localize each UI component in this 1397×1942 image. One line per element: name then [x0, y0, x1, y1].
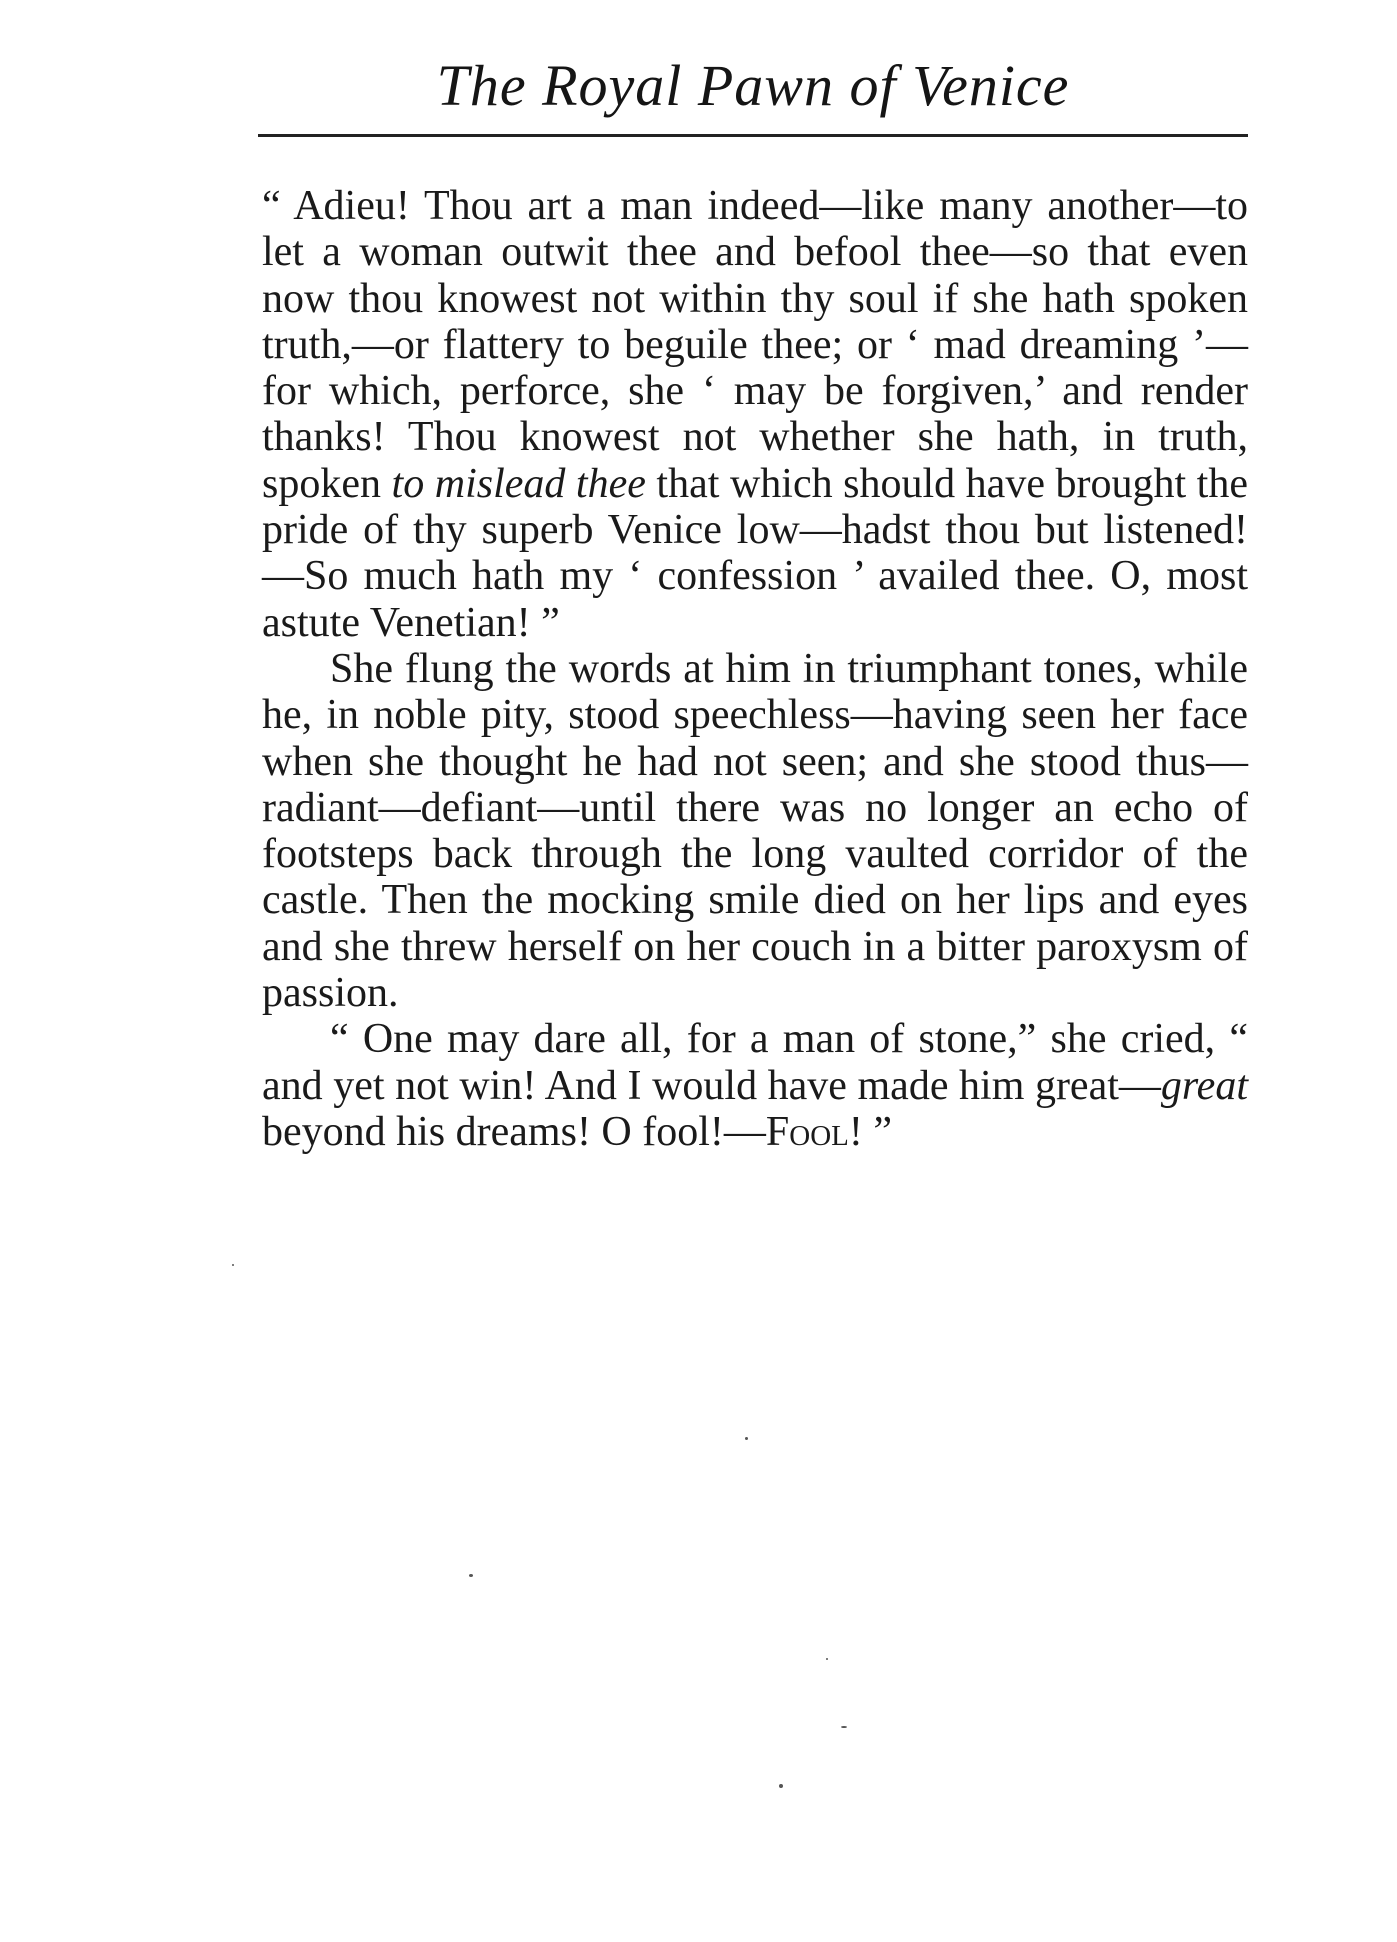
print-speck: [779, 1784, 783, 1788]
paragraph-3-text-end: ! ”: [848, 1108, 893, 1155]
paragraph-1-italic: to mislead thee: [391, 460, 646, 507]
paragraph-3-text: “ One may dare all, for a man of stone,” she cried, “ and yet not win! And I would have made him great—: [262, 1016, 1248, 1109]
paragraph-3: [262, 1016, 1248, 1155]
paragraph-1-text: “ Adieu! Thou art a man indeed—like many another—to let a woman outwit thee and befool thee—so that even now thou knowest not within thy soul if she hath spoken truth,—or flattery to beguile thee; or ‘ mad dreaming ’—for which, perforce, she ‘ may be forgiven,’ and render thanks! Thou knowest not whether she hath, in truth, spoken: [262, 183, 1248, 507]
body-text: [262, 183, 1248, 1155]
running-head-title: The Royal Pawn of Venice: [436, 53, 1070, 118]
print-speck: [841, 1726, 847, 1728]
print-speck: [232, 1264, 234, 1266]
header-rule: [258, 134, 1248, 137]
paragraph-3-small-caps: Fool: [765, 1108, 849, 1155]
paragraph-1-text-end: that which should have brought the pride of thy superb Venice low—hadst thou but listened!—So much hath my ‘ confession ’ availed thee. O, most astute Venetian! ”: [262, 460, 1248, 646]
print-speck: [826, 1658, 828, 1660]
paragraph-2: She flung the words at him in triumphant tones, while he, in noble pity, stood speechless—having seen her face when she thought he had not seen; and she stood thus—radiant—defiant—until there was no longer an echo of footsteps back through the long vaulted corridor of the castle. Then the mocking smile died on her lips and eyes and she threw herself on her couch in a bitter paroxysm of passion.: [262, 645, 1248, 1017]
print-speck: [469, 1574, 473, 1577]
paragraph-3-text-mid: beyond his dreams! O fool!—: [262, 1108, 766, 1155]
paragraph-1: [262, 183, 1248, 646]
print-speck: [745, 1437, 748, 1440]
paragraph-3-italic: great: [1160, 1062, 1248, 1109]
